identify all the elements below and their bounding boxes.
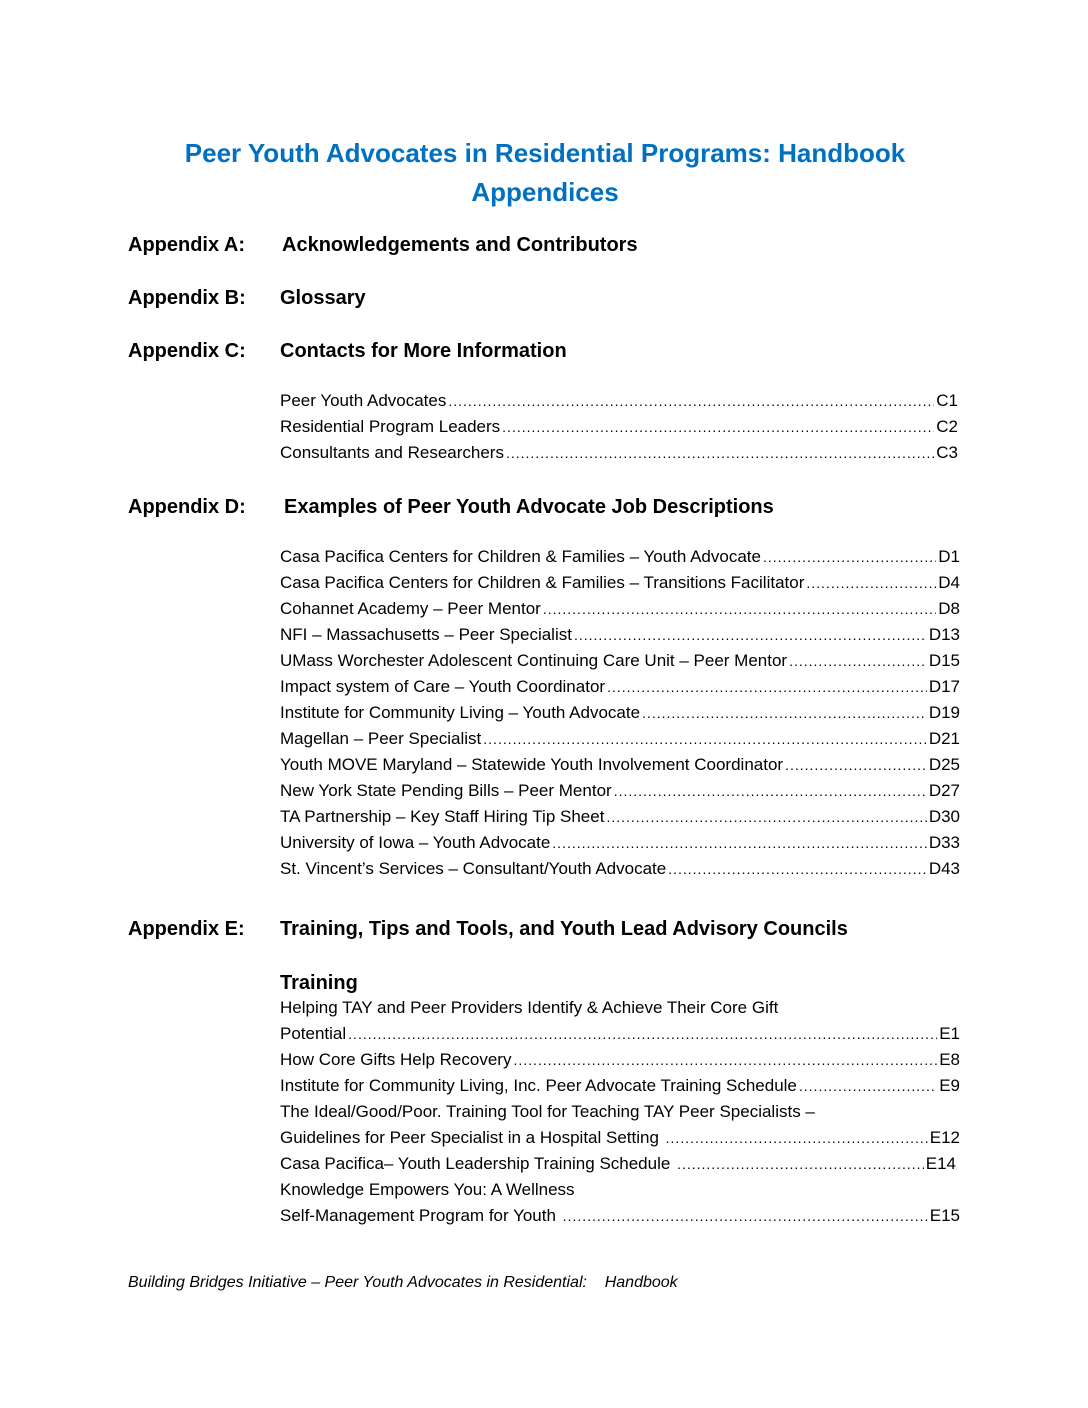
appendix-d-label: Appendix D:: [128, 496, 246, 518]
toc-entry: Casa Pacifica– Youth Leadership Training Schedule ..... E14: [280, 1154, 956, 1180]
appendix-a-title: Acknowledgements and Contributors: [282, 234, 638, 256]
toc-entry: Casa Pacifica Centers for Children & Families – Transitions Facilitator ..... D4: [280, 573, 960, 599]
toc-line: Knowledge Empowers You: A Wellness: [280, 1180, 575, 1199]
toc-line: Helping TAY and Peer Providers Identify & Achieve Their Core Gift: [280, 998, 779, 1017]
title-line-1: Peer Youth Advocates in Residential Programs: Handbook: [184, 138, 906, 168]
appendix-e-label: Appendix E:: [128, 918, 245, 940]
appendix-c-label: Appendix C:: [128, 340, 246, 362]
page-title: [130, 134, 960, 212]
toc-entry: Casa Pacifica Centers for Children & Families – Youth Advocate ..... D1: [280, 547, 960, 573]
appendix-e-heading: [128, 918, 848, 941]
appendix-b-label: Appendix B:: [128, 287, 246, 309]
appendix-d-title: Examples of Peer Youth Advocate Job Descriptions: [284, 496, 774, 518]
toc-entry: Potential ..... E1: [280, 1024, 960, 1050]
appendix-b-title: Glossary: [280, 287, 366, 309]
training-subheading: Training: [280, 972, 358, 994]
appendix-d-heading: [128, 496, 774, 519]
toc-line: The Ideal/Good/Poor. Training Tool for Teaching TAY Peer Specialists –: [280, 1102, 815, 1121]
appendix-d-entries: [280, 547, 960, 885]
toc-entry: St. Vincent’s Services – Consultant/Youth Advocate ..... D43: [280, 859, 960, 885]
appendix-c-heading: [128, 340, 567, 363]
toc-entry: TA Partnership – Key Staff Hiring Tip Sheet ..... D30: [280, 807, 960, 833]
appendix-c-title: Contacts for More Information: [280, 340, 567, 362]
toc-entry: Guidelines for Peer Specialist in a Hospital Setting ..... E12: [280, 1128, 960, 1154]
toc-entry: NFI – Massachusetts – Peer Specialist ..... D13: [280, 625, 960, 651]
page-footer: Building Bridges Initiative – Peer Youth Advocates in Residential: Handbook: [128, 1274, 678, 1291]
toc-entry: Magellan – Peer Specialist ..... D21: [280, 729, 960, 755]
toc-entry: UMass Worchester Adolescent Continuing Care Unit – Peer Mentor ..... D15: [280, 651, 960, 677]
toc-entry: University of Iowa – Youth Advocate ..... D33: [280, 833, 960, 859]
toc-entry: Cohannet Academy – Peer Mentor ..... D8: [280, 599, 960, 625]
appendix-e-title: Training, Tips and Tools, and Youth Lead Advisory Councils: [280, 918, 848, 940]
title-line-2: Appendices: [471, 177, 619, 207]
toc-entry: Youth MOVE Maryland – Statewide Youth Involvement Coordinator ..... D25: [280, 755, 960, 781]
appendix-a-label: Appendix A:: [128, 234, 246, 256]
toc-entry: Residential Program Leaders ..... C2: [280, 417, 958, 443]
toc-entry: Self-Management Program for Youth ..... E15: [280, 1206, 960, 1232]
appendix-e-entries: [280, 968, 960, 1232]
toc-entry: New York State Pending Bills – Peer Mentor ..... D27: [280, 781, 960, 807]
appendix-b-heading: [128, 287, 366, 310]
appendix-c-entries: [280, 391, 958, 469]
appendix-a-heading: [128, 234, 638, 257]
toc-entry: Consultants and Researchers ..... C3: [280, 443, 958, 469]
toc-entry: Peer Youth Advocates ..... C1: [280, 391, 958, 417]
toc-entry: Impact system of Care – Youth Coordinator ..... D17: [280, 677, 960, 703]
toc-entry: Institute for Community Living – Youth Advocate ..... D19: [280, 703, 960, 729]
toc-entry: Institute for Community Living, Inc. Peer Advocate Training Schedule ..... E9: [280, 1076, 960, 1102]
toc-entry: How Core Gifts Help Recovery ..... E8: [280, 1050, 960, 1076]
